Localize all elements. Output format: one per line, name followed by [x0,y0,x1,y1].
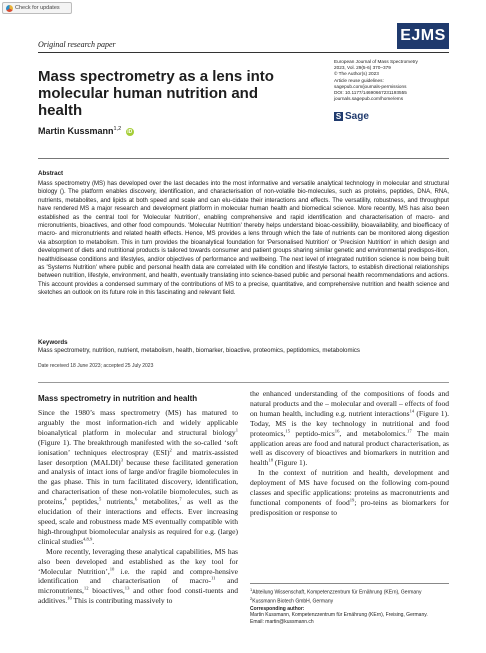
citation-ref[interactable]: 3 [120,457,123,463]
publisher-name: Sage [345,111,369,122]
affiliation-2-text: Kussmann Biotech GmbH, Germany [252,598,334,605]
affiliation-2: $^2$Kussmann Biotech GmbH, Germany [250,596,334,605]
journal-logo: EJMS [397,23,449,49]
citation-ref[interactable]: 10 [67,595,72,601]
article-type: Original research paper [38,40,116,49]
crossmark-icon [6,5,13,12]
corresponding-text: Martin Kussmann, Kompetenzzentrum für Ernährung (KErn), Freising, Germany. [250,612,428,619]
received-dates: Date received 18 June 2023; accepted 25 July 2023 [38,363,154,369]
citation-ref[interactable]: 4 [64,496,67,502]
citation-ref[interactable]: 19 [349,497,355,503]
paragraph: More recently, leveraging these analytical capabilities, MS has also been developed and established as the key tool for ‘Molecular Nutrition’,$^{10}$ i.e. the rapid and compre-hensive identification and characterisation of macro-$^{11}$ and micronutrients,$^{12}$ bioactives,$^{13}$ and other food consti-tuents and additives.$^{10}$ This is contributing massively to [38,546,239,606]
check-for-updates-badge[interactable] [2,2,72,14]
body-divider [38,382,449,383]
citation-ref[interactable]: 10 [109,565,115,571]
publisher-logo [334,111,369,122]
citation-ref[interactable]: 1 [235,427,238,433]
citation-ref[interactable]: 14 [409,408,415,414]
permissions-link[interactable]: sagepub.com/journals-permissions [334,83,407,89]
body-column-left [38,408,238,606]
citation-ref[interactable]: 6 [134,496,138,502]
orcid-icon[interactable]: iD [127,128,133,135]
citation-ref[interactable]: 16 [334,428,340,434]
citation-ref[interactable]: 11 [211,575,216,581]
paragraph: In the context of nutrition and health, development and deployment of MS have focused on the following com-pound classes and specific applications: proteins as macronutrients and functional components of food$^{19}$; pro-teins as biomarkers for predisposition or response to [250,468,449,517]
citation-ref[interactable]: 2 [169,447,172,453]
journal-meta [334,59,454,102]
keywords-text: Mass spectrometry, nutrition, nutrient, metabolism, health, biomarker, bioactive, proteomics, peptidomics, metabolomics [38,347,360,354]
citation-ref[interactable]: 18 [268,457,274,463]
affiliation-1: $^1$Abteilung Wissenschaft, Kompetenzzentrum für Ernährung (KErn), Germany [250,587,422,596]
body-column-right [250,389,449,518]
paragraph: Since the 1980’s mass spectrometry (MS) has matured to arguably the most information-rich and widely applicable bioanalytical platform in molecular and structural biology$^1$ (Figure 1). The breakthrough manifested with the so-called ‘soft ionisation’ techniques electrospray (ESI)$^2$ and matrix-assisted laser desorption (MALDI)$^3$ because these facilitated generation and analysis of intact ions of large and/or fragile biomolecules in the gas phase. This in turn facilitated discovery, identification, and characterisation of these non-volatile biomolecules, such as proteins,$^4$ peptides,$^5$ nutrients,$^6$ metabolites,$^7$ as well as the elucidation of their interactions and effects. Ever increasing speed, scale and robustness made MS eventually compatible with high-throughput biomolecular analysis as required for e.g. (large) clinical studies$^{4,8,9}$. [38,408,238,546]
header-divider [38,52,449,53]
abstract-text: Mass spectrometry (MS) has developed over the last decades into the most informative and versatile analytical technology in molecular and structural biology (). The platform enables discovery, identification, and characterisation of non-volatile bio-molecules, such as proteins, peptides, DNA, RNA, nutrients, metabolites, and lipids at both speed and scale and can elu-cidate their interactions and effects. The versatility, robustness, and throughput have rendered MS a major research and development platform in molecular human health and biomedical science. More recently, MS has also been established as the central tool for 'Molecular Nutrition', enabling comprehensive and rapid identification and characterisation of macro- and micronutrients, bioactives, and other food compounds. 'Molecular Nutrition' thereby helps understand bioac-cessibility, bioavailability, and bioefficacy of macro- and micronutrients and related health effects. Hence, MS provides a lens through which the fate of nutrients can be monitored along digestion via absorption to metabolism. This in turn provides the bioanalytical foundation for 'Personalised Nutrition' or 'Precision Nutrition' in which design and development of diets and nutritional products is tailored towards consumer and patient groups sharing similar genetic and environmental predispos-ition, health/disease conditions and lifestyles, and/or objectives of performance and wellbeing. The next level of integrated nutrition science is now being built as 'Systems Nutrition' where public and personal health data are correlated with life condition and lifestyle factors, to establish directional relationships between nutrition, lifestyle, environment, and health, eventually translating into science-based public and personal health recommendations and actions. This account provides a condensed summary of the contributions of MS to a precise, quantitative, and comprehensive nutrition and health science and sketches an outlook on its future role in this fascinating and relevant field. [38,180,449,297]
citation-ref[interactable]: 13 [124,585,130,591]
citation-ref[interactable]: 15 [285,428,291,434]
author-name: Martin Kussmann [38,126,114,136]
section-heading: Mass spectrometry in nutrition and health [38,394,198,403]
check-for-updates-label: Check for updates [15,5,60,11]
paragraph: the enhanced understanding of the compositions of foods and natural products and the – molecular and overall – effects of food on human health, including e.g. nutrient interactions$^{14}$ (Figure 1). Today, MS is the key technology in nutritional and food proteomics,$^{15}$ peptido-mics$^{16}$, and metabolomics.$^{17}$ The main application areas are food and natural product characterisation, as well as discovery of bioactives and biomarkers in nutrition and health$^{18}$ (Figure 1). [250,389,450,468]
copyright: © The Author(s) 2023 [334,71,379,77]
reuse-label: Article reuse guidelines: [334,77,384,83]
corresponding-heading: Corresponding author: [250,605,305,612]
keywords-heading: Keywords [38,339,68,346]
citation-ref[interactable]: 17 [407,428,412,434]
citation-ref[interactable]: 4,8,9 [83,536,93,542]
abstract-heading: Abstract [38,170,64,177]
affiliation-1-text: Abteilung Wissenschaft, Kompetenzzentrum für Ernährung (KErn), Germany [252,589,422,596]
citation-ref[interactable]: 5 [98,496,102,502]
author-line [38,126,134,136]
author-affiliation-marks: 1,2 [113,126,122,132]
journal-home-link[interactable]: journals.sagepub.com/home/ems [334,96,404,102]
footnotes [250,583,449,625]
abstract-divider [38,158,449,159]
journal-name: European Journal of Mass Spectrometry [334,59,418,64]
corresponding-email[interactable]: Email: martin@kussmann.ch [250,618,314,625]
sage-s-icon: S [335,112,342,121]
doi-link[interactable]: DOI: 10.1177/14690667231193555 [334,90,407,96]
citation-ref[interactable]: 12 [83,585,89,591]
article-title: Mass spectrometry as a lens into molecular human nutrition and health [38,68,274,119]
journal-volume: 2023, Vol. 29(5-6) 370–379 [334,65,391,71]
citation-ref[interactable]: 7 [179,496,182,502]
